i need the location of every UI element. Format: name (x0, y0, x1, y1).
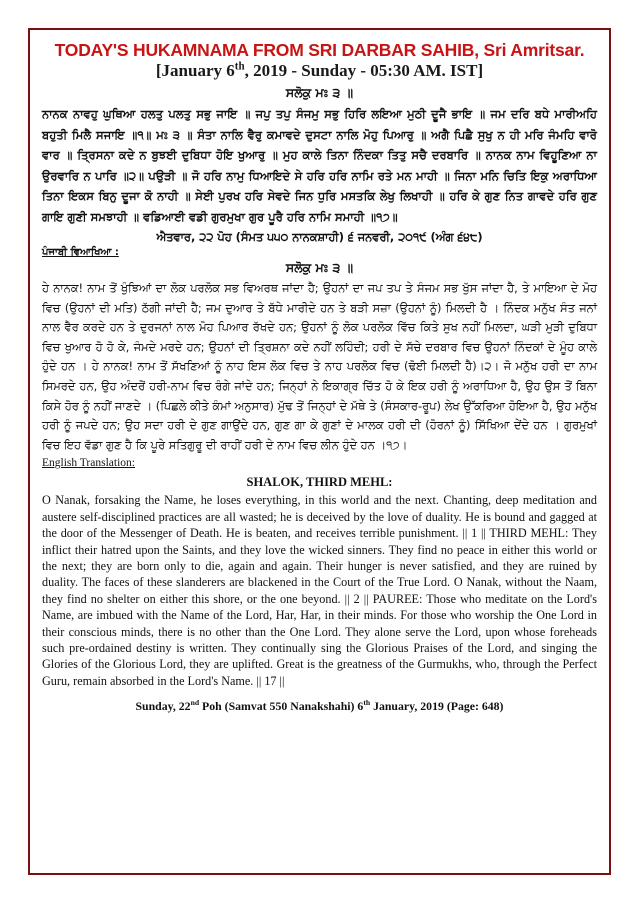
gurbani-date-line: ਐਤਵਾਰ, ੨੨ ਪੋਹ (ਸੰਮਤ ੫੫੦ ਨਾਨਕਸ਼ਾਹੀ) ੬ ਜਨਵਰੀ, ੨੦੧੯ (ਅੰਗ ੬੪੮) (156, 230, 483, 244)
footer-part-3: January, 2019 (Page: 648) (370, 699, 504, 714)
date-time-line (42, 61, 597, 81)
footer-part-1: Sunday, 22 (135, 699, 191, 714)
date-start: [January 6 (155, 61, 235, 80)
page-frame (28, 28, 611, 875)
punjabi-vyakhya-label: ਪੰਜਾਬੀ ਵਿਆਖਿਆ : (42, 247, 119, 258)
footer-date-line (42, 699, 597, 714)
vyakhya-heading: ਸਲੋਕੁ ਮਃ ੩ ॥ (285, 260, 354, 275)
english-translation-label: English Translation: (42, 457, 135, 470)
date-rest: , 2019 - Sunday - 05:30 AM. IST] (244, 61, 484, 80)
footer-sup-2: th (363, 698, 371, 708)
gurbani-heading: ਸਲੋਕੁ ਮਃ ੩ ॥ (285, 85, 354, 100)
date-suffix: th (234, 60, 245, 73)
footer-part-2: Poh (Samvat 550 Nanakshahi) 6 (199, 699, 364, 714)
punjabi-vyakhya-text: ਹੇ ਨਾਨਕ! ਨਾਮ ਤੋਂ ਖੁੰਝਿਆਂ ਦਾ ਲੋਕ ਪਰਲੋਕ ਸਭ ਵਿਅਰਥ ਜਾਂਦਾ ਹੈ; ਉਹਨਾਂ ਦਾ ਜਪ ਤਪ ਤੇ ਸੰਜਮ ਸਭ ਖੁੱਸ ਜਾਂਦਾ ਹੈ, ਤੇ ਮਾਇਆ ਦੇ ਮੋਹ ਵਿਚ (ਉਹਨਾਂ ਦੀ ਮਤਿ) ਠੱਗੀ ਜਾਂਦੀ ਹੈ; ਜਮ ਦੁਆਰ ਤੇ ਬੱਧੇ ਮਾਰੀਦੇ ਹਨ ਤੇ ਬੜੀ ਸਜ਼ਾ (ਉਹਨਾਂ ਨੂੰ) ਮਿਲਦੀ ਹੈ । ਨਿੰਦਕ ਮਨੁੱਖ ਸੰਤ ਜਨਾਂ ਨਾਲ ਵੈਰ ਕਰਦੇ ਹਨ ਤੇ ਦੁਰਜਨਾਂ ਨਾਲ ਮੋਹ ਪਿਆਰ ਰੱਖਦੇ ਹਨ; ਉਹਨਾਂ ਨੂੰ ਲੋਕ ਪਰਲੋਕ ਵਿੱਚ ਕਿਤੇ ਸੁਖ ਨਹੀਂ ਮਿਲਦਾ, ਘੜੀ ਮੁੜੀ ਦੁਬਿਧਾ ਵਿਚ ਖੁਆਰ ਹੋ ਹੋ ਕੇ, ਜੰਮਦੇ ਮਰਦੇ ਹਨ; ਉਹਨਾਂ ਦੀ ਤ੍ਰਿਸ਼ਨਾ ਕਦੇ ਨਹੀਂ ਲਹਿੰਦੀ; ਹਰੀ ਦੇ ਸੱਚੇ ਦਰਬਾਰ ਵਿਚ ਉਹਨਾਂ ਨਿੰਦਕਾਂ ਦੇ ਮੂੰਹ ਕਾਲੇ ਹੁੰਦੇ ਹਨ । ਹੇ ਨਾਨਕ! ਨਾਮ ਤੋਂ ਸੱਖਣਿਆਂ ਨੂੰ ਨਾਹ ਇਸ ਲੋਕ ਵਿਚ ਤੇ ਨਾਹ ਪਰਲੋਕ ਵਿਚ (ਢੋਈ ਮਿਲਦੀ ਹੈ)।੨। ਜੋ ਮਨੁੱਖ ਹਰੀ ਦਾ ਨਾਮ ਸਿਮਰਦੇ ਹਨ, ਉਹ ਅੰਦਰੋਂ ਹਰੀ-ਨਾਮ ਵਿਚ ਰੰਗੇ ਜਾਂਦੇ ਹਨ; ਜਿਨ੍ਹਾਂ ਨੇ ਇਕਾਗ੍ਰ ਚਿੱਤ ਹੋ ਕੇ ਇਕ ਹਰੀ ਨੂੰ ਅਰਾਧਿਆ ਹੈ, ਉਹ ਉਸ ਤੋਂ ਬਿਨਾ ਕਿਸੇ ਹੋਰ ਨੂੰ ਨਹੀਂ ਜਾਣਦੇ । (ਪਿਛਲੇ ਕੀਤੇ ਕੰਮਾਂ ਅਨੁਸਾਰ) ਮੁੱਢ ਤੋਂ ਜਿਨ੍ਹਾਂ ਦੇ ਮੱਥੇ ਤੇ (ਸੰਸਕਾਰ-ਰੂਪ) ਲੇਖ ਉੱਕਰਿਆ ਹੋਇਆ ਹੈ, ਉਹ ਮਨੁੱਖ ਹਰੀ ਨੂੰ ਜਪਦੇ ਹਨ; ਉਹ ਸਦਾ ਹਰੀ ਦੇ ਗੁਣ ਗਾਉਂਦੇ ਹਨ, ਗੁਣ ਗਾ ਕੇ ਗੁਣਾਂ ਦੇ ਮਾਲਕ ਹਰੀ ਦੀ (ਹੋਰਨਾਂ ਨੂੰ) ਸਿੱਖਿਆ ਦੇਂਦੇ ਹਨ । ਗੁਰਮੁਖਾਂ ਵਿਚ ਇਹ ਵੱਡਾ ਗੁਣ ਹੈ ਕਿ ਪੂਰੇ ਸਤਿਗੁਰੂ ਦੀ ਰਾਹੀਂ ਹਰੀ ਦੇ ਨਾਮ ਵਿਚ ਲੀਨ ਹੁੰਦੇ ਹਨ ।੧੭। (42, 281, 597, 452)
english-translation-text: O Nanak, forsaking the Name, he loses everything, in this world and the next. Chanting, deep meditation and austere self-disciplined practices are all wasted; he is deceived by the love of duality. He is bound and gagged at the door of the Messenger of Death. He is beaten, and receives terrible punishment. || 1 || THIRD MEHL: They inflict their hatred upon the Saints, and they love the wicked sinners. They find no peace in either this world or the next; they are born only to die, again and again. Their hunger is never satisfied, and they are ruined by duality. The faces of these slanderers are blackened in the Court of the True Lord. O Nanak, without the Naam, they find no shelter on either this shore, or the one beyond. || 2 || PAUREE: Those who meditate on the Lord's Name, are imbued with the Name of the Lord, Har, Har, in their minds. For those who worship the One Lord in their conscious minds, there is no other than the One Lord. They alone serve the Lord, upon whose foreheads such pre-ordained destiny is written. They continually sing the Glorious Praises of the Lord, and singing the Glories of the Glorious Lord, they are uplifted. Great is the greatness of the Gurmukhs, who, through the Perfect Guru, remain absorbed in the Lord's Name. || 17 || (42, 493, 597, 688)
page-title: TODAY'S HUKAMNAMA FROM SRI DARBAR SAHIB, Sri Amritsar. (54, 40, 585, 60)
english-heading: SHALOK, THIRD MEHL: (246, 475, 393, 490)
footer-sup-1: nd (190, 698, 200, 708)
gurbani-text: ਨਾਨਕ ਨਾਵਹੁ ਘੁਥਿਆ ਹਲਤੁ ਪਲਤੁ ਸਭੁ ਜਾਇ ॥ ਜਪੁ ਤਪੁ ਸੰਜਮੁ ਸਭੁ ਹਿਰਿ ਲਇਆ ਮੁਠੀ ਦੂਜੈ ਭਾਇ ॥ ਜਮ ਦਰਿ ਬਧੇ ਮਾਰੀਅਹਿ ਬਹੁਤੀ ਮਿਲੈ ਸਜਾਇ ॥੧॥ ਮਃ ੩ ॥ ਸੰਤਾ ਨਾਲਿ ਵੈਰੁ ਕਮਾਵਦੇ ਦੁਸਟਾ ਨਾਲਿ ਮੋਹੁ ਪਿਆਰੁ ॥ ਅਗੈ ਪਿਛੈ ਸੁਖੁ ਨ ਹੀ ਮਰਿ ਜੰਮਹਿ ਵਾਰੋ ਵਾਰ ॥ ਤ੍ਰਿਸਨਾ ਕਦੇ ਨ ਬੁਝਈ ਦੁਬਿਧਾ ਹੋਇ ਖੁਆਰੁ ॥ ਮੁਹ ਕਾਲੇ ਤਿਨਾ ਨਿੰਦਕਾ ਤਿਤੁ ਸਚੈ ਦਰਬਾਰਿ ॥ ਨਾਨਕ ਨਾਮ ਵਿਹੂਣਿਆ ਨਾ ਉਰਵਾਰਿ ਨ ਪਾਰਿ ॥੨॥ ਪਉੜੀ ॥ ਜੋ ਹਰਿ ਨਾਮੁ ਧਿਆਇਦੇ ਸੇ ਹਰਿ ਹਰਿ ਨਾਮਿ ਰਤੇ ਮਨ ਮਾਹੀ ॥ ਜਿਨਾ ਮਨਿ ਚਿਤਿ ਇਕੁ ਅਰਾਧਿਆ ਤਿਨਾ ਇਕਸ ਬਿਨੁ ਦੂਜਾ ਕੋ ਨਾਹੀ ॥ ਸੇਈ ਪੁਰਖ ਹਰਿ ਸੇਵਦੇ ਜਿਨ ਧੁਰਿ ਮਸਤਕਿ ਲੇਖੁ ਲਿਖਾਹੀ ॥ ਹਰਿ ਕੇ ਗੁਣ ਨਿਤ ਗਾਵਦੇ ਹਰਿ ਗੁਣ ਗਾਇ ਗੁਣੀ ਸਮਝਾਹੀ ॥ ਵਡਿਆਈ ਵਡੀ ਗੁਰਮੁਖਾ ਗੁਰ ਪੂਰੈ ਹਰਿ ਨਾਮਿ ਸਮਾਹੀ ॥੧੭॥ (42, 107, 597, 224)
